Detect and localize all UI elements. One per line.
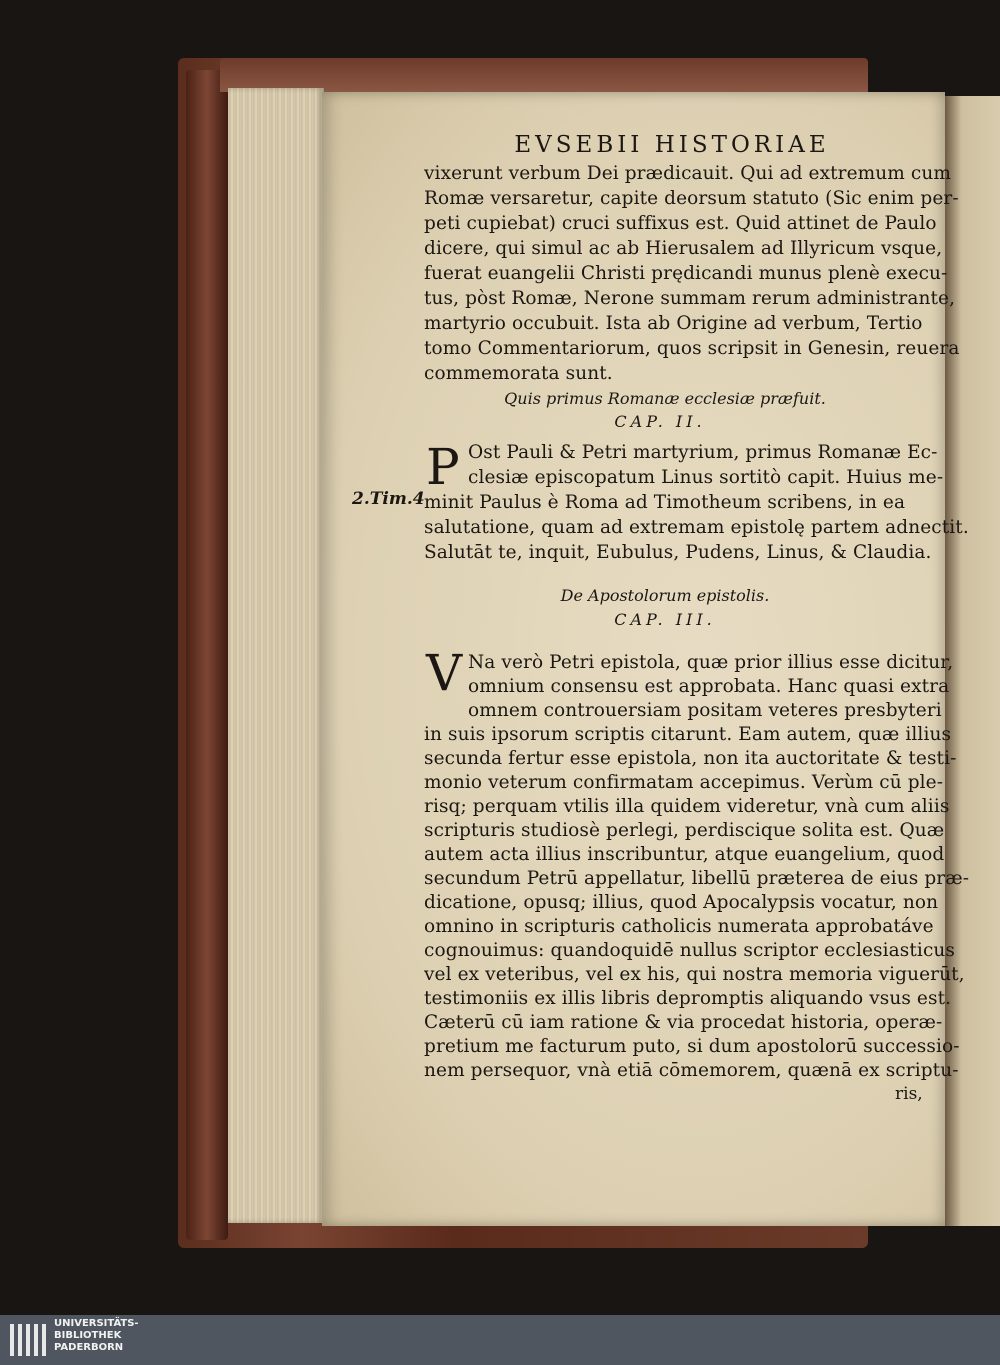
text-line: Ost Pauli & Petri martyrium, primus Romanæ Ec- (468, 442, 938, 463)
text-line: secundum Petrū appellatur, libellū præterea de eius præ- (424, 868, 970, 889)
margin-note: 2.Tim.4 (352, 489, 425, 509)
text-line: minit Paulus è Roma ad Timotheum scribens, in ea (424, 492, 906, 513)
library-logo-icon (8, 1320, 48, 1360)
chapter-2-number: CAP. II. (614, 412, 706, 431)
text-line: omnino in scripturis catholicis numerata approbatáve (424, 916, 934, 937)
chapter-2-title: Quis primus Romanæ ecclesiæ præfuit. (504, 389, 826, 408)
library-name-line: BIBLIOTHEK (54, 1330, 122, 1341)
footer-bar (0, 1315, 1000, 1365)
text-line: monio veterum confirmatam accepimus. Verùm cū ple- (424, 772, 944, 793)
page-edges-stack (228, 88, 324, 1223)
catchword: ris, (895, 1084, 923, 1104)
text-line: peti cupiebat) cruci suffixus est. Quid attinet de Paulo (424, 213, 937, 234)
text-line: fuerat euangelii Christi prędicandi munus plenè execu- (424, 263, 948, 284)
text-line: Salutāt te, inquit, Eubulus, Pudens, Linus, & Claudia. (424, 542, 932, 563)
text-line: tus, pòst Romæ, Nerone summam rerum administrante, (424, 288, 956, 309)
text-line: Na verò Petri epistola, quæ prior illius esse dicitur, (468, 652, 954, 673)
book-board-top-edge (220, 58, 868, 92)
text-line: autem acta illius inscribuntur, atque euangelium, quod (424, 844, 945, 865)
text-line: Cæterū cū iam ratione & via procedat historia, operæ- (424, 1012, 943, 1033)
library-name-line: UNIVERSITÄTS- (54, 1318, 139, 1329)
text-line: in suis ipsorum scriptis citarunt. Eam autem, quæ illius (424, 724, 952, 745)
text-line: dicatione, opusq; illius, quod Apocalypsis vocatur, non (424, 892, 939, 913)
text-line: omnium consensu est approbata. Hanc quasi extra (468, 676, 950, 697)
library-name (54, 1318, 139, 1354)
text-line: vel ex veteribus, vel ex his, qui nostra memoria viguerūt, (424, 964, 965, 985)
text-line: risq; perquam vtilis illa quidem videretur, vnà cum aliis (424, 796, 950, 817)
chapter-2-dropcap: P (426, 438, 460, 496)
text-line: omnem controuersiam positam veteres presbyteri (468, 700, 942, 721)
text-line: secunda fertur esse epistola, non ita auctoritate & testi- (424, 748, 957, 769)
text-line: scripturis studiosè perlegi, perdiscique solita est. Quæ (424, 820, 945, 841)
library-name-line: PADERBORN (54, 1342, 124, 1353)
text-line: cognouimus: quandoquidē nullus scriptor ecclesiasticus (424, 940, 956, 961)
text-line: dicere, qui simul ac ab Hierusalem ad Illyricum vsque, (424, 238, 943, 259)
text-line: Romæ versaretur, capite deorsum statuto (Sic enim per- (424, 188, 959, 209)
text-line: testimoniis ex illis libris depromptis aliquando vsus est. (424, 988, 952, 1009)
chapter-3-dropcap: V (426, 644, 463, 702)
text-line: pretium me facturum puto, si dum apostolorū successio- (424, 1036, 960, 1057)
text-line: tomo Commentariorum, quos scripsit in Genesin, reuera (424, 338, 960, 359)
book-spine (186, 70, 228, 1240)
text-line: commemorata sunt. (424, 363, 613, 384)
text-line: clesiæ episcopatum Linus sortitò capit. Huius me- (468, 467, 944, 488)
text-line: martyrio occubuit. Ista ab Origine ad verbum, Tertio (424, 313, 923, 334)
running-head: EVSEBII HISTORIAE (514, 132, 830, 158)
chapter-3-number: CAP. III. (614, 610, 716, 629)
text-line: nem persequor, vnà etiā cōmemorem, quænā ex scriptu- (424, 1060, 959, 1081)
text-line: vixerunt verbum Dei prædicauit. Qui ad extremum cum (424, 163, 952, 184)
chapter-3-title: De Apostolorum epistolis. (560, 586, 770, 605)
text-line: salutatione, quam ad extremam epistolę partem adnectit. (424, 517, 969, 538)
